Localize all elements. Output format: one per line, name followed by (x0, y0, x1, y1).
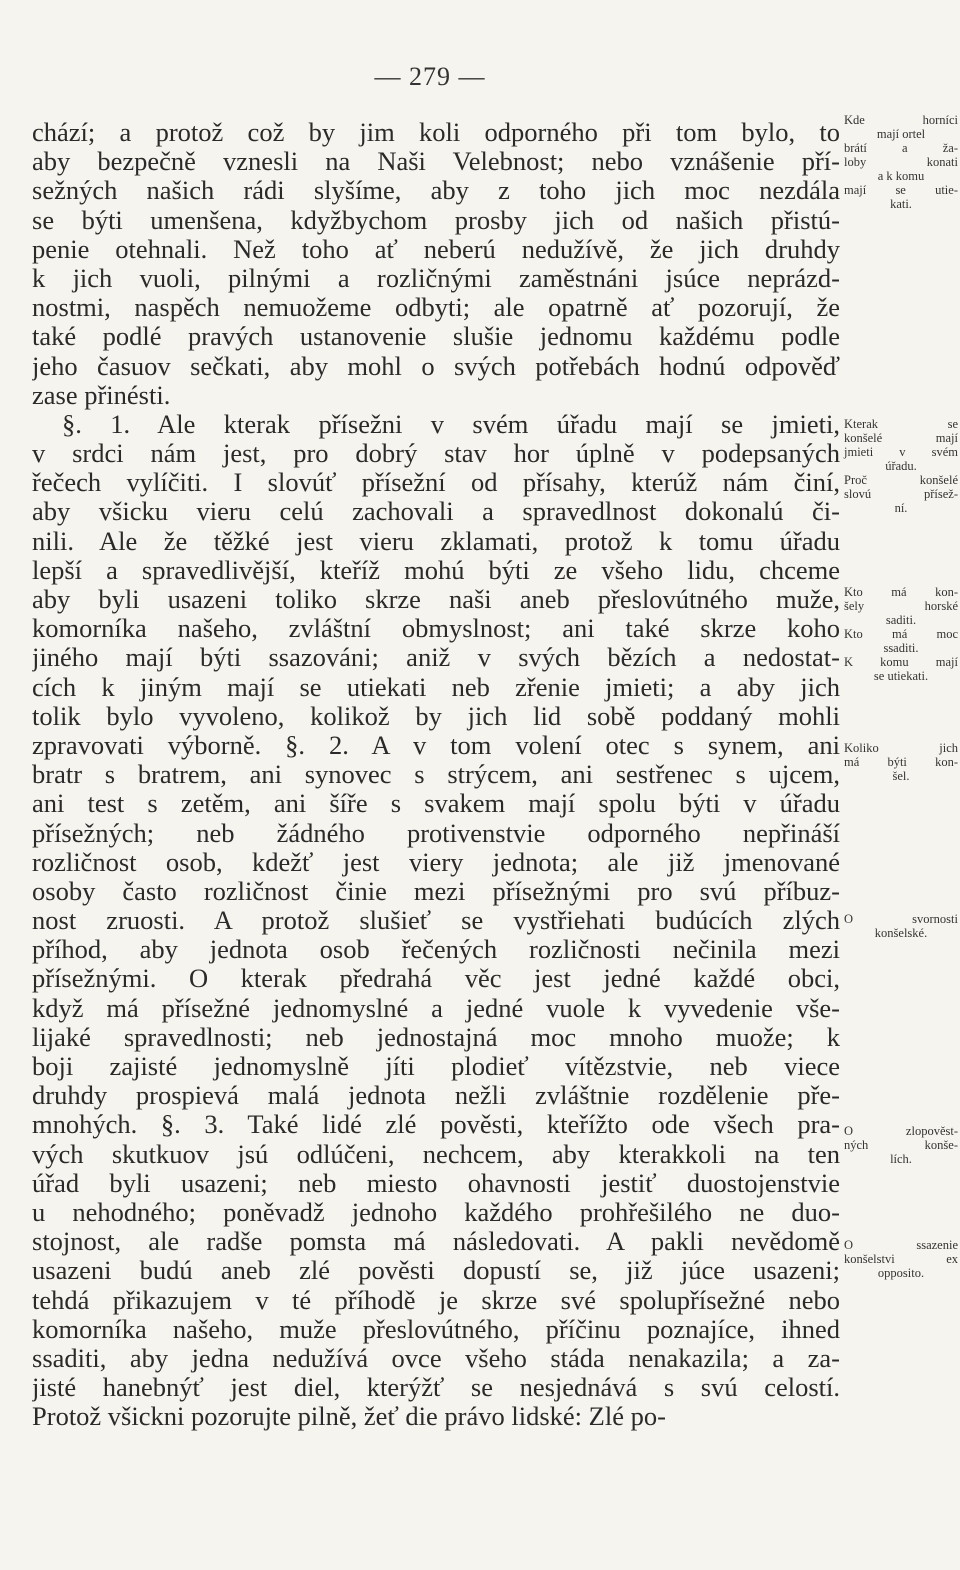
margin-note-line: Kterak se (844, 417, 958, 431)
margin-note-line: ní. (894, 501, 908, 515)
text-line: lepší a spravedlivější, kteříž mohú býti ze všeho lidu, chceme (32, 555, 840, 585)
margin-note-line: mají ortel (876, 127, 926, 141)
text-line: lijaké spravedlnosti; neb jednostajná moc mnoho muože; k (32, 1022, 840, 1052)
margin-note-line: loby konati (844, 155, 958, 169)
text-line: aby bezpečně vznesli na Naši Velebnost; nebo vznášenie pří- (32, 147, 840, 177)
text-line: nili. Ale že těžké jest vieru zklamati, protož k tomu úřadu (32, 526, 840, 556)
text-line: §. 1. Ale kterak přísežni v svém úřadu mají se jmieti, (62, 409, 840, 439)
margin-note-line: saditi. (885, 613, 917, 627)
margin-note (844, 585, 958, 683)
text-line: přísežných; neb žádného protivenstvie odporného nepřináší (32, 818, 840, 848)
margin-note-line: lích. (890, 1152, 912, 1166)
text-line: tehdá přikazujem v té příhodě je skrze své spolupřísežné nebo (32, 1285, 840, 1315)
margin-note-line: konšelé mají (844, 431, 958, 445)
text-line: příhod, aby jednota osob řečených rozličnosti nečinila mezi (32, 935, 840, 965)
margin-note-line: mají se utie- (844, 183, 958, 197)
text-line: u nehodného; poněvadž jednoho každého prohřešilého ne duo- (32, 1197, 840, 1227)
margin-note (844, 1238, 958, 1280)
margin-note-line: šel. (892, 769, 910, 783)
text-line: zpravovati výborně. §. 2. A v tom volení otec s synem, ani (32, 730, 840, 760)
text-line: aby byli usazeni toliko skrze naši aneb přeslovútného muže, (32, 585, 840, 614)
text-line: řečech vylíčiti. I slovúť přísežní od přísahy, kterúž nám činí, (32, 468, 840, 498)
text-line: mnohých. §. 3. Také lidé zlé pověsti, kteřížto ode všech pra- (32, 1110, 840, 1140)
margin-note-line: Kto má moc (844, 627, 958, 641)
text-line: vých skutkuov jsú odlúčeni, nechcem, aby kterakkoli na ten (32, 1139, 840, 1169)
margin-note-line: O ssazenie (844, 1238, 958, 1252)
margin-note-line: konšelstvi ex (844, 1252, 958, 1266)
margin-note-line: se utiekati. (873, 669, 929, 683)
margin-note-line: Koliko jich (844, 741, 958, 755)
text-line: také podlé pravých ustanovenie slušie jednomu každému podle (32, 322, 840, 352)
margin-note-line: brátí a ža- (844, 141, 958, 155)
text-line: k jich vuoli, pilnými a rozličnými zaměstnáni jsúce neprázd- (32, 263, 840, 293)
margin-note-line: ných konše- (844, 1138, 958, 1152)
text-line: usazeni budú aneb zlé pověsti dopustí se, již júce usazeni; (32, 1256, 840, 1286)
text-line: v srdci nám jest, pro dobrý stav hor úplně v podepsaných (32, 439, 840, 469)
text-line: komorníka našeho, muže přeslovútného, příčinu poznajíce, ihned (32, 1314, 840, 1344)
text-line: když má přísežné jednomyslné a jedné vuole k vyvedenie vše- (32, 993, 840, 1023)
text-line: chází; a protož což by jim koli odporného při tom bylo, to (32, 118, 840, 147)
page-number: — 279 — (374, 62, 486, 91)
main-text-column (32, 118, 840, 1431)
text-line: úřad byli usazeni; neb miesto ohavnosti jestiť duostojenstvie (32, 1168, 840, 1198)
margin-note (844, 417, 958, 515)
text-line: komorníka našeho, zvláštní obmyslnost; ani také skrze koho (32, 614, 840, 644)
margin-note (844, 912, 958, 940)
margin-note-line: a k komu (877, 169, 925, 183)
margin-note-line: má býti kon- (844, 755, 958, 769)
text-line: sežných našich rádi slyšíme, aby z toho jich moc nezdála (32, 176, 840, 206)
text-line: penie otehnali. Než toho ať neberú nedužívě, že jich druhdy (32, 234, 840, 264)
text-line: jeho časuov sečkati, aby mohl o svých potřebách hodnú odpověď (32, 351, 840, 381)
text-line: osoby často rozličnost činie mezi přísežnými pro svú příbuz- (32, 876, 840, 906)
text-line: přísežnými. O kterak předrahá věc jest jedné každé obci, (32, 964, 840, 994)
text-line: rozličnost osob, kdežť jest viery jednota; ale již jmenované (32, 847, 840, 877)
margin-note-line: K komu mají (844, 655, 958, 669)
text-line: jiného mají býti ssazováni; aniž v svých bězích a nedostat- (32, 643, 840, 673)
text-line: Protož všickni pozorujte pilně, žeť die právo lidské: Zlé po- (32, 1402, 666, 1432)
text-line: jisté hanebnýť jest diel, kterýžť se nesjednává s svú celostí. (32, 1373, 840, 1403)
margin-note-line: jmieti v svém (844, 445, 958, 459)
margin-note (844, 741, 958, 783)
text-line: se býti umenšena, kdyžbychom prosby jich od našich přistú- (32, 205, 840, 235)
margin-note-line: opposito. (877, 1266, 925, 1280)
text-line: nost zruosti. A protož slušieť se vystřiehati budúcích zlých (32, 906, 840, 936)
text-line: ani test s zetěm, ani šíře s svakem mají spolu býti v úřadu (32, 789, 840, 819)
margin-note-line: Kto má kon- (844, 585, 958, 599)
margin-note (844, 1124, 958, 1166)
margin-note-line: O svornosti (844, 912, 958, 926)
margin-note-line: O zlopověst- (844, 1124, 958, 1138)
margin-note-line: Proč konšelé (844, 473, 958, 487)
margin-note-line: Kde horníci (844, 113, 958, 127)
text-line: stojnost, ale radše pomsta má následovati. A pakli nevědomě (32, 1227, 840, 1257)
margin-note-line: úřadu. (885, 459, 917, 473)
margin-note-line: kati. (890, 197, 912, 211)
text-line: druhdy prospievá malá jednota nežli zvláštnie rozdělenie pře- (32, 1081, 840, 1111)
text-line: ssaditi, aby jedna nedužívá ovce všeho stáda nenakazila; a za- (32, 1343, 840, 1373)
margin-note (844, 113, 958, 211)
margin-note-line: šely horské (844, 599, 958, 613)
text-line: nostmi, naspěch nemuožeme odbyti; ale opatrně ať pozorují, že (32, 293, 840, 323)
text-line: boji zajisté jednomyslně jíti plodieť vítězstvie, neb viece (32, 1052, 840, 1081)
margin-note-line: slovú přísež- (844, 487, 958, 501)
text-line: cích k jiným mají se utiekati neb zřenie jmieti; a aby jich (32, 672, 840, 702)
margin-note-line: ssaditi. (883, 641, 919, 655)
text-line: bratr s bratrem, ani synovec s strýcem, ani sestřenec s ujcem, (32, 760, 840, 790)
margin-note-line: konšelské. (874, 926, 928, 940)
text-line: aby všicku vieru celú zachovali a spravedlnost dokonalú či- (32, 497, 840, 527)
text-line: tolik bylo vyvoleno, kolikož by jich lid sobě poddaný mohli (32, 701, 840, 731)
text-line: zase přinésti. (32, 380, 171, 410)
